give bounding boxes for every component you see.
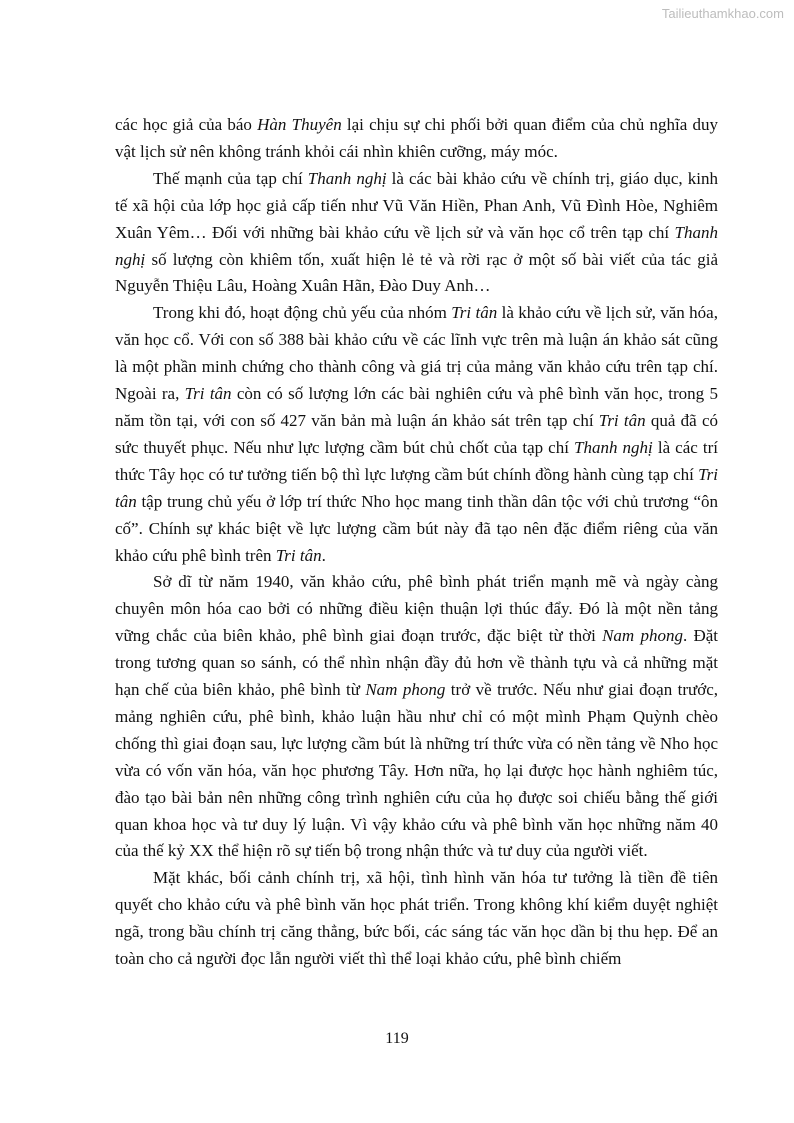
paragraph-1 <box>115 112 718 166</box>
italic-title: Thanh nghị <box>307 168 387 188</box>
text-run: là khảo cứu về lịch sử, văn hóa, văn học cổ. Với con số 388 bài khảo cứu về các lĩnh vực trên mà luận án khảo sát cũng là một phần minh chứng cho thành công và giá trị của mảng văn khảo cứu trên tạp chí. Ngoài ra, <box>115 303 718 404</box>
italic-title: Thanh nghị <box>115 222 718 269</box>
italic-title: Tri tân <box>451 303 498 323</box>
text-run: là các trí thức Tây học có tư tưởng tiến bộ thì lực lượng cầm bút chính đồng hành cùng tạp chí <box>115 437 718 484</box>
text-run: Mặt khác, bối cảnh chính trị, xã hội, tình hình văn hóa tư tưởng là tiền đề tiên quyết cho khảo cứu và phê bình văn học phát triển. Trong không khí kiểm duyệt nghiệt ngã, trong bầu chính trị căng thẳng, bức bối, các sáng tác văn học dần bị thu hẹp. Để an toàn cho cả người đọc lẫn người viết thì thể loại khảo cứu, phê bình chiếm <box>115 868 718 969</box>
text-run: quả đã có sức thuyết phục. Nếu như lực lượng cầm bút chủ chốt của tạp chí <box>115 410 718 457</box>
text-run: . <box>321 545 326 565</box>
text-run: còn có số lượng lớn các bài nghiên cứu và phê bình văn học, trong 5 năm tồn tại, với con số 427 văn bản mà luận án khảo sát trên tạp chí <box>115 384 718 430</box>
text-run: là các bài khảo cứu về chính trị, giáo dục, kinh tế xã hội của lớp học giả cấp tiến như Vũ Văn Hiền, Phan Anh, Vũ Đình Hòe, Nghiêm Xuân Yêm… Đối với những bài khảo cứu về lịch sử và văn học cổ trên tạp chí <box>115 168 718 242</box>
text-run: Sở dĩ từ năm 1940, văn khảo cứu, phê bình phát triển mạnh mẽ và ngày càng chuyên môn hóa cao bởi có những điều kiện thuận lợi thúc đẩy. Đó là một nền tảng vững chắc của biên khảo, phê bình giai đoạn trước, đặc biệt từ thời <box>115 572 718 646</box>
page-body <box>115 112 718 973</box>
italic-title: Nam phong <box>365 680 446 700</box>
italic-title: Nam phong <box>602 626 683 646</box>
text-run: các học giả của báo <box>115 115 258 134</box>
paragraph-4 <box>115 569 718 865</box>
text-run: tập trung chủ yếu ở lớp trí thức Nho học mang tinh thần dân tộc với chủ trương “ôn cố”. Chính sự khác biệt về lực lượng cầm bút này đã tạo nên đặc điểm riêng của văn khảo cứu phê bình trên <box>115 491 718 565</box>
text-run: trở về trước. Nếu như giai đoạn trước, mảng nghiên cứu, phê bình, khảo luận hầu như chỉ có một mình Phạm Quỳnh chèo chống thì giai đoạn sau, lực lượng cầm bút là những trí thức vừa có nền tảng về Nho học vừa có vốn văn hóa, văn học phương Tây. Hơn nữa, họ lại được học hành nghiêm túc, đào tạo bài bản nên những công trình nghiên cứu của họ được soi chiếu bằng thế giới quan khoa học và tư duy lý luận. Vì vậy khảo cứu và phê bình văn học những năm 40 của thế kỷ XX thể hiện rõ sự tiến bộ trong nhận thức và tư duy của người viết. <box>115 680 718 861</box>
italic-title: Tri tân <box>598 410 646 430</box>
paragraph-2 <box>115 166 718 301</box>
paragraph-3 <box>115 300 718 569</box>
italic-title: Thanh nghị <box>574 437 653 457</box>
text-run: . Đặt trong tương quan so sánh, có thể nhìn nhận đầy đủ hơn về thành tựu và cả những mặt hạn chế của biên khảo, phê bình từ <box>115 626 719 700</box>
text-run: Thế mạnh của tạp chí <box>153 168 308 188</box>
italic-title: Tri tân <box>115 464 718 511</box>
page-number: 119 <box>385 1030 409 1047</box>
text-run: lại chịu sự chi phối bởi quan điểm của chủ nghĩa duy vật lịch sử nên không tránh khỏi cái nhìn khiên cưỡng, máy móc. <box>115 115 718 161</box>
text-run: số lượng còn khiêm tốn, xuất hiện lẻ tẻ và rời rạc ở một số bài viết của tác giả Nguyễn Thiệu Lâu, Hoàng Xuân Hãn, Đào Duy Anh… <box>115 249 718 296</box>
watermark-text: Tailieuthamkhao.com <box>661 6 784 21</box>
paragraph-5 <box>115 865 718 973</box>
italic-title: Tri tân <box>184 384 232 404</box>
text-run: Trong khi đó, hoạt động chủ yếu của nhóm <box>153 303 452 323</box>
italic-title: Hàn Thuyên <box>257 115 342 134</box>
italic-title: Tri tân <box>275 545 322 565</box>
